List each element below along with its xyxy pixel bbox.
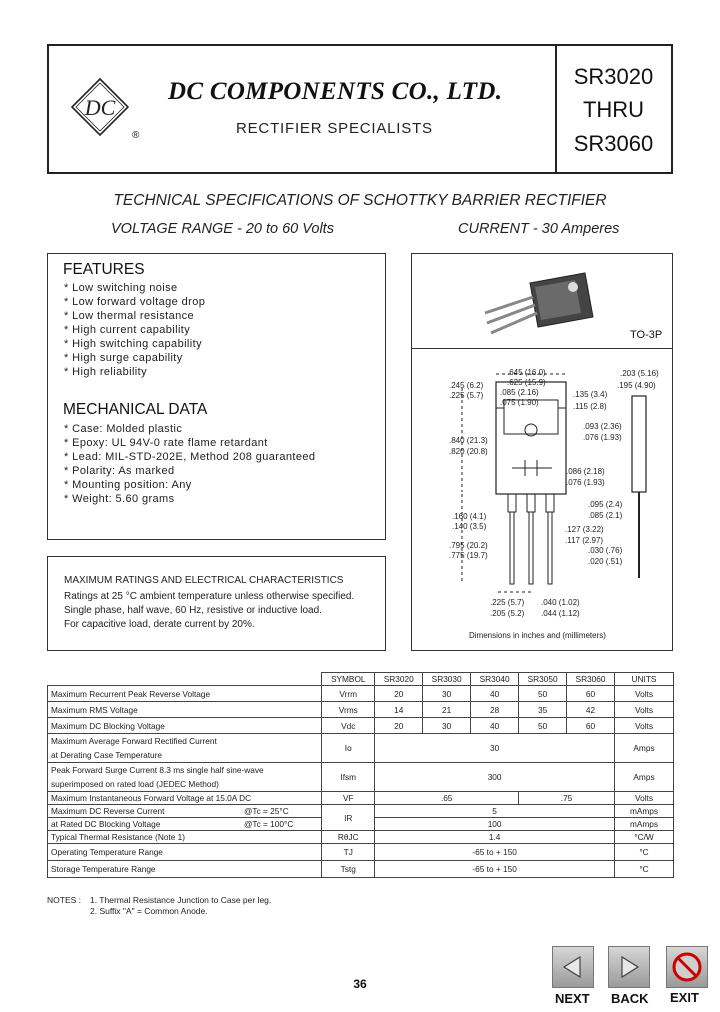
row-label: Peak Forward Surge Current 8.3 ms single half sine-wave [51, 765, 264, 775]
dim-label: .160 (4.1) [452, 512, 487, 521]
row-unit: Volts [615, 702, 674, 718]
part-number-to: SR3060 [573, 131, 654, 156]
row-symbol: Ifsm [322, 763, 375, 792]
feature-item: * Low switching noise [64, 282, 178, 294]
part-thru: THRU [582, 97, 645, 122]
table-cell: 30 [423, 718, 471, 734]
dim-label: .115 (2.8) [573, 402, 607, 411]
mechanical-heading: MECHANICAL DATA [63, 401, 208, 418]
table-row [48, 831, 674, 844]
mechanical-item: * Polarity: As marked [64, 465, 175, 477]
row-symbol: VF [322, 792, 375, 805]
table-row [48, 763, 674, 792]
row-unit: °C [615, 861, 674, 878]
dim-label: .093 (2.36) [583, 422, 622, 431]
row-unit: Volts [615, 718, 674, 734]
row-symbol: IR [322, 805, 375, 831]
dim-label: .795 (20.2) [449, 541, 488, 550]
row-symbol: Vrrm [322, 686, 375, 702]
table-cell: 40 [471, 686, 519, 702]
dim-label: .195 (4.90) [617, 381, 656, 390]
dim-label: .075 (1.90) [500, 398, 539, 407]
table-cell: 28 [471, 702, 519, 718]
dc-logo-icon [70, 77, 130, 137]
table-row [48, 805, 674, 818]
table-cell: 42 [567, 702, 615, 718]
dim-label: .203 (5.16) [620, 369, 659, 378]
row-condition: @Tc = 100°C [244, 819, 294, 829]
row-label: Maximum Recurrent Peak Reverse Voltage [48, 686, 322, 702]
voltage-range: VOLTAGE RANGE - 20 to 60 Volts [111, 221, 334, 237]
dim-label: .086 (2.18) [566, 467, 605, 476]
dim-label: .140 (3.5) [452, 522, 487, 531]
dim-label: .775 (19.7) [449, 551, 488, 560]
table-cell: 100 [375, 818, 615, 831]
table-header-cell: SR3060 [567, 673, 615, 686]
mechanical-item: * Epoxy: UL 94V-0 rate flame retardant [64, 437, 268, 449]
dim-label: .030 (.76) [588, 546, 623, 555]
table-cell: 21 [423, 702, 471, 718]
page-number: 36 [353, 977, 367, 991]
table-cell: 35 [519, 702, 567, 718]
row-symbol: Vdc [322, 718, 375, 734]
table-header-cell: SR3050 [519, 673, 567, 686]
mechanical-item: * Weight: 5.60 grams [64, 493, 175, 505]
row-unit: °C/W [615, 831, 674, 844]
table-cell: 30 [423, 686, 471, 702]
triangle-left-icon [553, 947, 593, 987]
mechanical-item: * Lead: MIL-STD-202E, Method 208 guaranteed [64, 451, 316, 463]
table-header-cell: UNITS [615, 673, 674, 686]
registered-mark: ® [132, 130, 140, 141]
feature-item: * High surge capability [64, 352, 183, 364]
page-title: TECHNICAL SPECIFICATIONS OF SCHOTTKY BARRIER RECTIFIER [113, 192, 607, 209]
dim-label: .117 (2.97) [565, 536, 604, 545]
feature-item: * High reliability [64, 366, 148, 378]
table-header-cell: SYMBOL [322, 673, 375, 686]
row-unit: Amps [615, 763, 674, 792]
dim-label: .645 (16.0) [507, 368, 546, 377]
mechanical-item: * Mounting position: Any [64, 479, 192, 491]
table-row [48, 718, 674, 734]
table-cell: 30 [375, 734, 615, 763]
mechanical-item: * Case: Molded plastic [64, 423, 183, 435]
table-cell: 20 [375, 718, 423, 734]
part-number-from: SR3020 [573, 64, 654, 89]
row-label: Maximum DC Blocking Voltage [48, 718, 322, 734]
ratings-heading: MAXIMUM RATINGS AND ELECTRICAL CHARACTERISTICS [64, 575, 344, 586]
dim-label: .076 (1.93) [566, 478, 605, 487]
table-header-row [48, 673, 674, 686]
table-header-cell: SR3020 [375, 673, 423, 686]
note-2: 2. Suffix "A" = Common Anode. [90, 906, 208, 916]
dim-label: .225 (5.7) [449, 391, 484, 400]
next-label[interactable]: NEXT [555, 991, 590, 1006]
dim-label: .245 (6.2) [449, 381, 484, 390]
table-row [48, 702, 674, 718]
ratings-line: For capacitive load, derate current by 20%. [64, 619, 255, 630]
back-button[interactable] [608, 946, 650, 988]
features-heading: FEATURES [63, 261, 145, 278]
table-row [48, 861, 674, 878]
table-cell: .65 [375, 792, 519, 805]
row-label: superimposed on rated load (JEDEC Method) [51, 779, 219, 789]
next-button[interactable] [552, 946, 594, 988]
feature-item: * Low forward voltage drop [64, 296, 206, 308]
table-cell: 50 [519, 718, 567, 734]
dim-label: .076 (1.93) [583, 433, 622, 442]
row-symbol: Vrms [322, 702, 375, 718]
table-cell: 50 [519, 686, 567, 702]
ratings-box [47, 556, 386, 651]
row-label: Operating Temperature Range [48, 844, 322, 861]
dim-label: .225 (5.7) [490, 598, 525, 607]
dim-label: .625 (15.9) [507, 378, 546, 387]
table-row [48, 734, 674, 763]
table-cell: -65 to + 150 [375, 861, 615, 878]
ratings-table [47, 672, 674, 878]
row-unit: Volts [615, 686, 674, 702]
row-unit: mAmps [615, 805, 674, 818]
back-label[interactable]: BACK [611, 991, 649, 1006]
table-row [48, 792, 674, 805]
dim-label: .040 (1.02) [541, 598, 580, 607]
table-cell: .75 [519, 792, 615, 805]
row-unit: Amps [615, 734, 674, 763]
note-1: 1. Thermal Resistance Junction to Case per leg. [90, 895, 272, 905]
dim-label: .127 (3.22) [565, 525, 604, 534]
logo-letters: DC [84, 95, 116, 120]
row-symbol: Io [322, 734, 375, 763]
row-label: Maximum RMS Voltage [48, 702, 322, 718]
exit-icon [667, 947, 707, 987]
table-cell: 60 [567, 686, 615, 702]
current-rating: CURRENT - 30 Amperes [458, 221, 620, 237]
feature-item: * Low thermal resistance [64, 310, 195, 322]
table-cell: 1.4 [375, 831, 615, 844]
dims-note: Dimensions in inches and (millimeters) [469, 631, 606, 640]
row-symbol: TJ [322, 844, 375, 861]
table-cell: 14 [375, 702, 423, 718]
row-label: at Derating Case Temperature [51, 750, 162, 760]
package-name: TO-3P [630, 329, 663, 341]
exit-button[interactable] [666, 946, 708, 988]
feature-item: * High switching capability [64, 338, 202, 350]
dim-label: .840 (21.3) [449, 436, 488, 445]
table-cell: 5 [375, 805, 615, 818]
dim-label: .020 (.51) [588, 557, 623, 566]
row-unit: Volts [615, 792, 674, 805]
dim-label: .085 (2.1) [588, 511, 623, 520]
table-row [48, 686, 674, 702]
notes-label: NOTES : [47, 895, 82, 905]
ratings-line: Ratings at 25 °C ambient temperature unless otherwise specified. [64, 591, 355, 602]
company-name: DC COMPONENTS CO., LTD. [168, 78, 503, 105]
table-cell: 60 [567, 718, 615, 734]
dim-label: .135 (3.4) [573, 390, 608, 399]
table-cell: 300 [375, 763, 615, 792]
dim-label: .095 (2.4) [588, 500, 623, 509]
table-header-cell: SR3030 [423, 673, 471, 686]
row-label: Maximum DC Reverse Current [51, 806, 165, 816]
row-label: Maximum Instantaneous Forward Voltage at 15.0A DC [48, 792, 322, 805]
dim-label: .205 (5.2) [490, 609, 525, 618]
table-header-cell: SR3040 [471, 673, 519, 686]
table-cell: -65 to + 150 [375, 844, 615, 861]
row-unit: mAmps [615, 818, 674, 831]
row-label: at Rated DC Blocking Voltage [51, 819, 161, 829]
package-dimension-drawing [412, 360, 672, 630]
row-unit: °C [615, 844, 674, 861]
table-row [48, 844, 674, 861]
dim-label: .044 (1.12) [541, 609, 580, 618]
row-label: Maximum Average Forward Rectified Current [51, 736, 217, 746]
to3p-package-icon [475, 265, 605, 345]
row-symbol: Tstg [322, 861, 375, 878]
table-cell: 40 [471, 718, 519, 734]
exit-label[interactable]: EXIT [670, 990, 699, 1005]
ratings-line: Single phase, half wave, 60 Hz, resistive or inductive load. [64, 605, 322, 616]
feature-item: * High current capability [64, 324, 191, 336]
row-label: Storage Temperature Range [48, 861, 322, 878]
package-divider [412, 348, 672, 349]
row-condition: @Tc = 25°C [244, 806, 289, 816]
row-symbol: RθJC [322, 831, 375, 844]
tagline: RECTIFIER SPECIALISTS [236, 120, 433, 137]
row-label: Typical Thermal Resistance (Note 1) [48, 831, 322, 844]
dim-label: .820 (20.8) [449, 447, 488, 456]
dim-label: .085 (2.16) [500, 388, 539, 397]
triangle-right-icon [609, 947, 649, 987]
table-cell: 20 [375, 686, 423, 702]
